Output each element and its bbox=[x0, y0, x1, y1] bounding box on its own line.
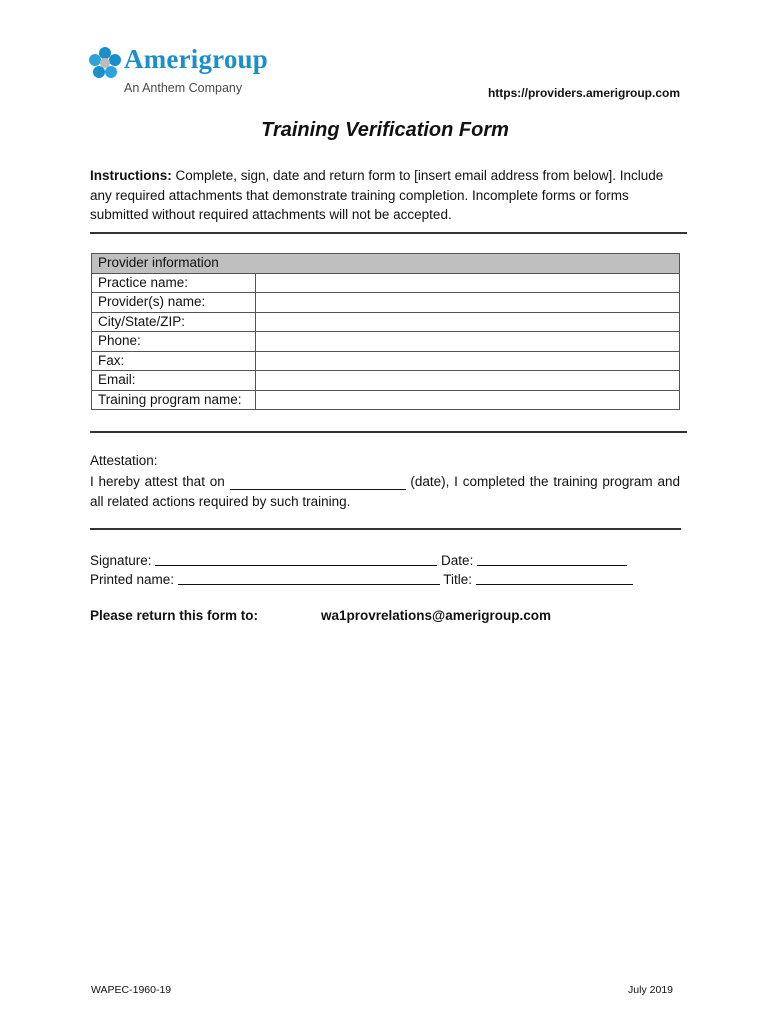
instructions bbox=[90, 166, 682, 225]
divider-middle bbox=[90, 431, 687, 433]
email-label: Email: bbox=[92, 371, 256, 391]
attestation-text-end: (date), I completed the training program and all related actions required by such training. bbox=[90, 474, 680, 509]
table-row bbox=[92, 390, 680, 410]
fax-label: Fax: bbox=[92, 351, 256, 371]
instructions-text: Complete, sign, date and return form to [insert email address from below]. Include any required attachments that demonstrate training completion. Incomplete forms or forms submitted without required attachments will not be accepted. bbox=[90, 168, 664, 222]
attestation-text-start: I hereby attest that on bbox=[90, 474, 230, 489]
attestation-date-field[interactable] bbox=[230, 475, 406, 490]
attestation-text bbox=[90, 472, 680, 511]
instructions-label: Instructions: bbox=[90, 168, 172, 183]
form-code: WAPEC-1960-19 bbox=[91, 984, 172, 996]
brand-name: Amerigroup bbox=[124, 44, 268, 74]
date-field[interactable] bbox=[477, 551, 627, 566]
divider-top bbox=[90, 232, 687, 234]
printed-name-row bbox=[90, 570, 633, 587]
practice-name-label: Practice name: bbox=[92, 273, 256, 293]
title-field[interactable] bbox=[476, 570, 633, 585]
table-row bbox=[92, 371, 680, 391]
brand-tagline: An Anthem Company bbox=[124, 81, 243, 95]
phone-field[interactable] bbox=[256, 332, 680, 352]
attestation-label: Attestation: bbox=[90, 453, 158, 468]
training-program-label: Training program name: bbox=[92, 390, 256, 410]
table-row bbox=[92, 273, 680, 293]
company-logo bbox=[88, 44, 278, 100]
provider-info-table bbox=[91, 253, 680, 410]
logo-flower-icon bbox=[88, 46, 122, 80]
training-program-field[interactable] bbox=[256, 390, 680, 410]
provider-name-field[interactable] bbox=[256, 293, 680, 313]
signature-field[interactable] bbox=[155, 551, 437, 566]
return-label: Please return this form to: bbox=[90, 608, 259, 623]
divider-bottom bbox=[90, 528, 681, 530]
city-state-zip-field[interactable] bbox=[256, 312, 680, 332]
printed-name-label: Printed name: bbox=[90, 572, 178, 587]
practice-name-field[interactable] bbox=[256, 273, 680, 293]
provider-table-header: Provider information bbox=[92, 254, 680, 274]
table-row bbox=[92, 312, 680, 332]
signature-row bbox=[90, 551, 627, 568]
return-email[interactable]: wa1provrelations@amerigroup.com bbox=[321, 608, 551, 623]
city-state-zip-label: City/State/ZIP: bbox=[92, 312, 256, 332]
table-row bbox=[92, 351, 680, 371]
site-url[interactable]: https://providers.amerigroup.com bbox=[487, 86, 680, 100]
signature-label: Signature: bbox=[90, 553, 156, 568]
fax-field[interactable] bbox=[256, 351, 680, 371]
page-title: Training Verification Form bbox=[261, 119, 509, 141]
form-date: July 2019 bbox=[628, 984, 673, 996]
date-label: Date: bbox=[437, 553, 478, 568]
provider-name-label: Provider(s) name: bbox=[92, 293, 256, 313]
table-row bbox=[92, 332, 680, 352]
phone-label: Phone: bbox=[92, 332, 256, 352]
table-row bbox=[92, 293, 680, 313]
title-label: Title: bbox=[439, 572, 476, 587]
printed-name-field[interactable] bbox=[178, 570, 440, 585]
email-field[interactable] bbox=[256, 371, 680, 391]
